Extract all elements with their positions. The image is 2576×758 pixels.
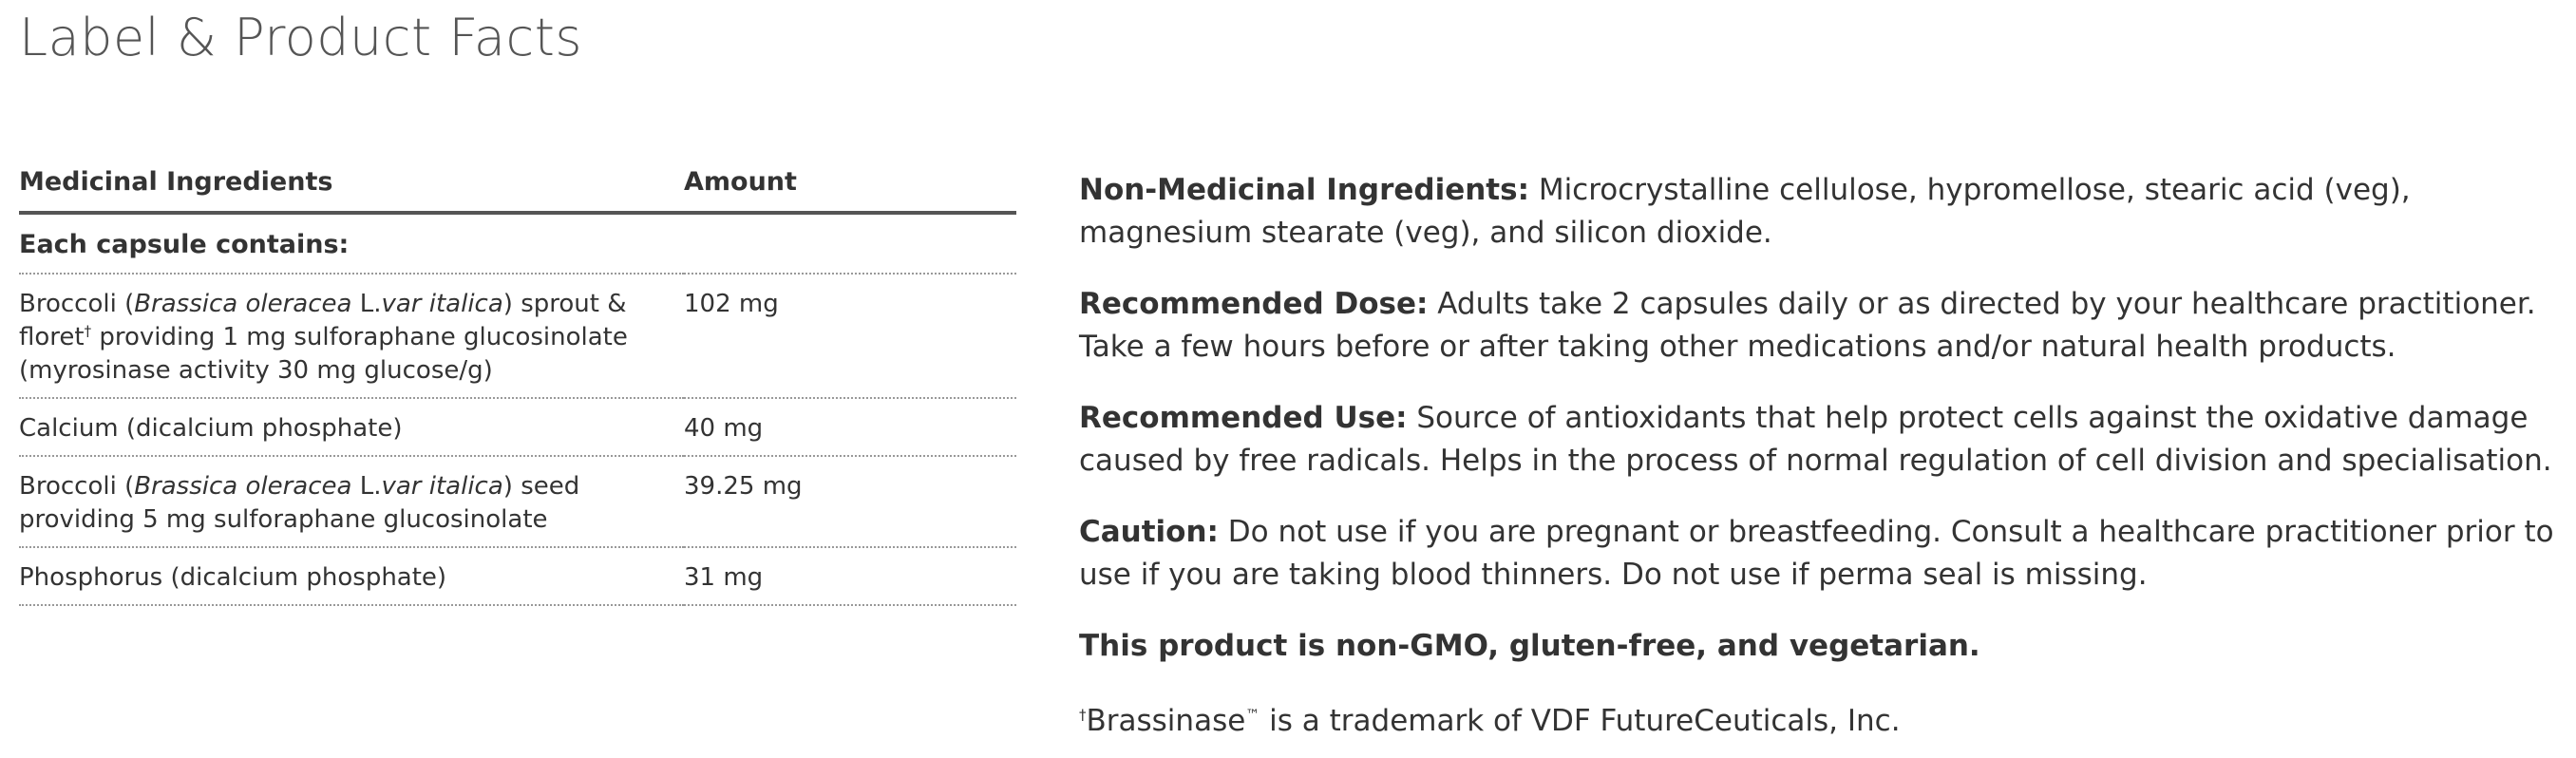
ingredients-table bbox=[19, 163, 1016, 606]
page-title: Label & Product Facts bbox=[19, 8, 583, 67]
amount-cell: 40 mg bbox=[684, 398, 1016, 456]
trademark-note: †Brassinase™ is a trademark of VDF FutureCeuticals, Inc. bbox=[1079, 704, 1901, 738]
caution: Caution: Do not use if you are pregnant or breastfeeding. Consult a healthcare practitioner prior to use if you are taking blood thinners. Do not use if perma seal is missing. bbox=[1079, 515, 2554, 592]
table-row bbox=[19, 456, 1016, 547]
ingredient-cell: Broccoli (Brassica oleracea L.var italica) sprout & floret† providing 1 mg sulforaphane glucosinolate (myrosinase activity 30 mg glucose/g) bbox=[19, 274, 684, 398]
table-header-row bbox=[19, 163, 1016, 213]
amount-cell: 102 mg bbox=[684, 274, 1016, 398]
ingredient-cell: Broccoli (Brassica oleracea L.var italica) seed providing 5 mg sulforaphane glucosinolate bbox=[19, 456, 684, 547]
amount-cell: 39.25 mg bbox=[684, 456, 1016, 547]
amount-cell: 31 mg bbox=[684, 547, 1016, 605]
table-row bbox=[19, 274, 1016, 398]
column-header-ingredients: Medicinal Ingredients bbox=[19, 163, 684, 213]
non-medicinal-ingredients: Non-Medicinal Ingredients: Microcrystalline cellulose, hypromellose, stearic acid (veg), magnesium stearate (veg), and silicon dioxide. bbox=[1079, 173, 2411, 250]
table-row bbox=[19, 213, 1016, 274]
recommended-dose: Recommended Dose: Adults take 2 capsules daily or as directed by your healthcare practitioner. Take a few hours before or after taking other medications and/or natural health products. bbox=[1079, 287, 2536, 364]
table-row bbox=[19, 547, 1016, 605]
each-capsule-label: Each capsule contains: bbox=[19, 213, 1016, 274]
ingredients-table-section bbox=[19, 163, 1016, 606]
product-details bbox=[1079, 169, 2561, 743]
ingredient-cell: Phosphorus (dicalcium phosphate) bbox=[19, 547, 684, 605]
column-header-amount: Amount bbox=[684, 163, 1016, 213]
ingredient-cell: Calcium (dicalcium phosphate) bbox=[19, 398, 684, 456]
product-claim: This product is non-GMO, gluten-free, and vegetarian. bbox=[1079, 629, 1980, 663]
recommended-use: Recommended Use: Source of antioxidants that help protect cells against the oxidative damage caused by free radicals. Helps in the process of normal regulation of cell division and specialisation. bbox=[1079, 401, 2552, 478]
table-row bbox=[19, 398, 1016, 456]
